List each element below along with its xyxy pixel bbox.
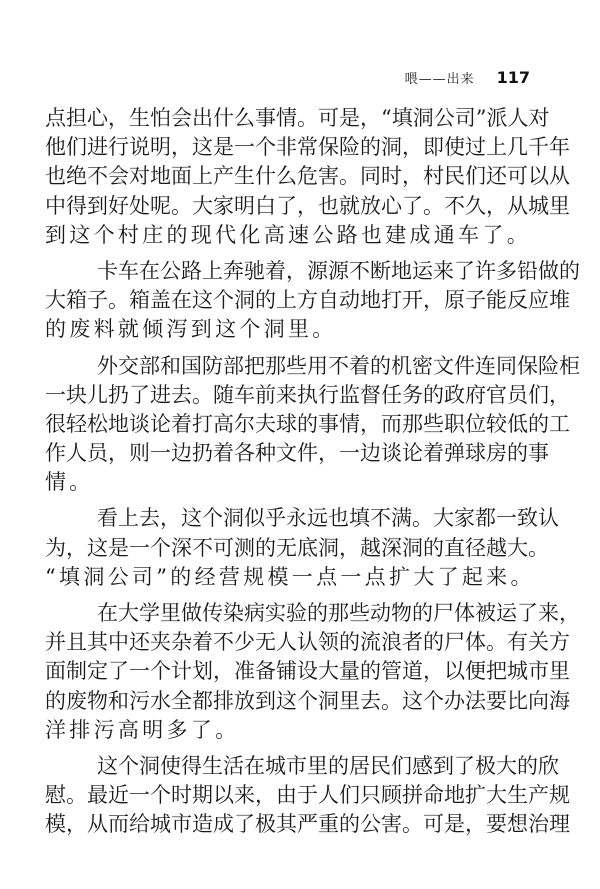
text-line: 这个洞使得生活在城市里的居民们感到了极大的欣 <box>97 753 559 778</box>
text-line: 为，这是一个深不可测的无底洞，越深洞的直径越大。 <box>45 535 549 560</box>
paragraph-gap <box>45 497 521 504</box>
body-text <box>45 104 580 840</box>
running-header <box>380 66 530 88</box>
text-line: 到这个村庄的现代化高速公路也建成通车了。 <box>45 222 531 247</box>
text-line: 情。 <box>45 470 94 495</box>
text-line: 大箱子。箱盖在这个洞的上方自动地打开，原子能反应堆 <box>45 288 570 313</box>
text-line: 一块儿扔了进去。随车前来执行监督任务的政府官员们， <box>45 382 570 407</box>
text-line: 卡车在公路上奔驰着，源源不断地运来了许多铅做的 <box>97 258 580 283</box>
paragraph <box>45 352 580 498</box>
paragraph <box>45 257 580 345</box>
text-line: 慰。最近一个时期以来，由于人们只顾拼命地扩大生产规 <box>45 783 570 808</box>
paragraph <box>45 104 570 250</box>
text-line: 外交部和国防部把那些用不着的机密文件连同保险柜 <box>97 353 580 378</box>
text-line: 他们进行说明，这是一个非常保险的洞，即使过上几千年 <box>45 135 570 160</box>
text-line: 很轻松地谈论着打高尔夫球的事情，而那些职位较低的工 <box>45 411 570 436</box>
page-number: 117 <box>496 67 530 87</box>
text-line: 面制定了一个计划，准备铺设大量的管道，以便把城市里 <box>45 659 570 684</box>
text-line: 在大学里做传染病实验的那些动物的尸体被运了来， <box>97 601 580 625</box>
text-line: 模，从而给城市造成了极其严重的公害。可是，要想治理 <box>45 812 570 837</box>
text-line: 的废料就倾泻到这个洞里。 <box>45 317 337 342</box>
text-line: 也绝不会对地面上产生什么危害。同时，村民们还可以从 <box>45 164 570 189</box>
chapter-title: 喂——出来 <box>404 71 475 87</box>
text-line: 看上去，这个洞似乎永远也填不满。大家都一致认 <box>97 506 559 531</box>
paragraph-gap <box>45 250 521 257</box>
paragraph-gap <box>45 745 521 752</box>
paragraph <box>45 599 580 745</box>
text-line: 的废物和污水全都排放到这个洞里去。这个办法要比向海 <box>45 688 570 713</box>
text-line: 并且其中还夹杂着不少无人认领的流浪者的尸体。有关方 <box>45 630 570 655</box>
paragraph <box>45 752 570 840</box>
text-line: 中得到好处呢。大家明白了，也就放心了。不久，从城里 <box>45 193 570 218</box>
paragraph-gap <box>45 345 521 352</box>
paragraph <box>45 504 559 592</box>
text-line: 洋排污高明多了。 <box>45 717 240 742</box>
text-line: “填洞公司”的经营规模一点一点扩大了起来。 <box>45 564 535 589</box>
text-line: 点担心，生怕会出什么事情。可是，“填洞公司”派人对 <box>45 106 550 130</box>
paragraph-gap <box>45 592 521 599</box>
text-line: 作人员，则一边扔着各种文件，一边谈论着弹球房的事 <box>45 441 549 466</box>
